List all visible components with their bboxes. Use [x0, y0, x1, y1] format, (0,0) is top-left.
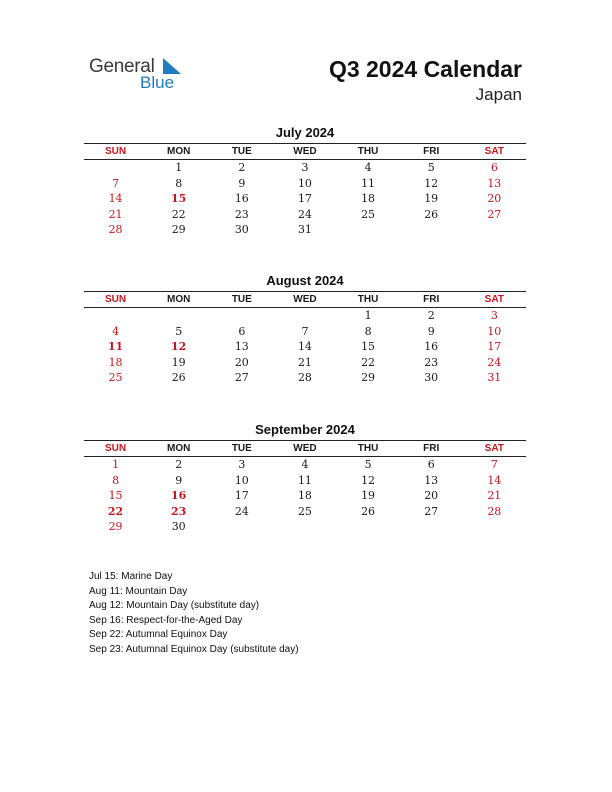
day-cell: 26 — [424, 207, 439, 221]
day-cell: 4 — [364, 161, 372, 174]
month-block-august — [84, 272, 526, 386]
week-row — [84, 339, 526, 355]
day-cell: 13 — [424, 473, 439, 487]
month-block-july — [84, 124, 526, 238]
day-cell: 10 — [297, 176, 312, 190]
day-cell: 1 — [364, 309, 372, 322]
day-cell: 1 — [112, 458, 120, 471]
week-row — [84, 355, 526, 371]
week-row — [84, 207, 526, 223]
day-cell: 29 — [171, 223, 186, 237]
day-cell: 18 — [361, 192, 376, 206]
day-cell: 28 — [297, 371, 312, 385]
empty-day-cell — [463, 519, 526, 535]
holiday-item: Aug 11: Mountain Day — [89, 585, 188, 597]
month-title: September 2024 — [255, 422, 355, 437]
day-cell: 7 — [301, 324, 309, 338]
day-cell: 11 — [361, 176, 376, 190]
day-cell: 10 — [487, 324, 502, 338]
day-cell: 15 — [108, 489, 123, 503]
day-cell: 19 — [171, 355, 186, 369]
day-cell: 5 — [427, 161, 435, 174]
day-cell: 28 — [487, 504, 502, 518]
day-cell: 8 — [175, 176, 183, 190]
weekday-label: FRI — [423, 146, 440, 157]
day-cell: 11 — [297, 473, 312, 487]
day-cell: 22 — [361, 355, 376, 369]
day-cell: 30 — [171, 520, 186, 534]
weekday-label: TUE — [231, 146, 252, 157]
day-cell: 6 — [238, 324, 246, 338]
logo-text-general: General — [89, 56, 155, 77]
empty-day-cell — [337, 519, 400, 535]
day-cell: 26 — [361, 504, 376, 518]
day-cell: 16 — [424, 340, 439, 354]
day-cell: 4 — [301, 458, 309, 471]
day-cell: 14 — [297, 340, 312, 354]
day-cell: 18 — [108, 355, 123, 369]
logo-text-blue: Blue — [140, 73, 175, 92]
day-cell: 23 — [234, 207, 249, 221]
holiday-item: Aug 12: Mountain Day (substitute day) — [89, 600, 260, 611]
month-title: July 2024 — [275, 125, 335, 140]
day-cell: 30 — [234, 223, 249, 237]
month-grid — [84, 440, 526, 535]
day-cell: 2 — [175, 458, 183, 471]
empty-day-cell — [463, 222, 526, 238]
day-cell: 27 — [234, 371, 249, 385]
day-cell: 24 — [297, 207, 312, 221]
day-cell: 3 — [301, 161, 309, 174]
week-row — [84, 222, 526, 238]
empty-day-cell — [210, 519, 273, 535]
day-cell: 25 — [297, 504, 312, 518]
day-cell: 18 — [297, 489, 312, 503]
holiday-item: Sep 22: Autumnal Equinox Day — [89, 629, 228, 640]
weekday-label: SAT — [484, 294, 504, 305]
day-cell: 5 — [364, 458, 372, 471]
day-cell: 17 — [234, 489, 249, 503]
weekday-label: MON — [167, 443, 191, 454]
day-cell: 27 — [487, 207, 502, 221]
weekday-label: SAT — [484, 146, 504, 157]
empty-day-cell — [273, 308, 336, 324]
day-cell: 16 — [234, 192, 249, 206]
day-cell: 22 — [107, 504, 124, 518]
day-cell: 13 — [234, 340, 249, 354]
day-cell: 2 — [238, 161, 246, 174]
month-title: August 2024 — [266, 273, 344, 288]
day-cell: 17 — [297, 192, 312, 206]
day-cell: 23 — [424, 355, 439, 369]
day-cell: 13 — [487, 176, 502, 190]
day-cell: 12 — [361, 473, 376, 487]
month-grid — [84, 291, 526, 386]
day-cell: 14 — [487, 473, 502, 487]
day-cell: 6 — [490, 161, 498, 174]
weekday-label: SUN — [105, 443, 127, 454]
week-row — [84, 370, 526, 386]
day-cell: 11 — [107, 340, 124, 354]
day-cell: 28 — [108, 223, 123, 237]
day-cell: 26 — [171, 371, 186, 385]
logo-triangle-icon — [163, 58, 181, 74]
empty-day-cell — [337, 222, 400, 238]
weekday-label: FRI — [423, 443, 440, 454]
day-cell: 17 — [487, 340, 502, 354]
holiday-list — [89, 570, 299, 657]
week-row — [84, 160, 526, 176]
empty-day-cell — [147, 308, 210, 324]
day-cell: 31 — [297, 223, 312, 237]
weekday-label: SAT — [484, 443, 504, 454]
month-block-september — [84, 421, 526, 535]
weekday-label: MON — [167, 294, 191, 305]
month-grid — [84, 143, 526, 238]
week-row — [84, 473, 526, 489]
day-cell: 16 — [171, 489, 187, 503]
week-row — [84, 176, 526, 192]
day-cell: 9 — [175, 473, 183, 487]
day-cell: 15 — [361, 340, 376, 354]
week-row — [84, 488, 526, 504]
weekday-header-row — [84, 143, 526, 160]
day-cell: 10 — [234, 473, 249, 487]
generalblue-logo — [89, 56, 189, 92]
weekday-label: TUE — [231, 294, 252, 305]
day-cell: 30 — [424, 371, 439, 385]
weekday-header-row — [84, 440, 526, 457]
day-cell: 12 — [171, 340, 187, 354]
weekday-label: THU — [357, 146, 379, 157]
empty-day-cell — [400, 222, 463, 238]
day-cell: 23 — [171, 504, 187, 518]
day-cell: 8 — [112, 473, 120, 487]
holiday-item: Sep 16: Respect-for-the-Aged Day — [89, 614, 243, 626]
day-cell: 31 — [487, 371, 502, 385]
country-name: Japan — [475, 85, 522, 104]
day-cell: 7 — [112, 176, 120, 190]
day-cell: 24 — [234, 504, 249, 518]
day-cell: 6 — [427, 458, 435, 471]
week-row — [84, 519, 526, 535]
day-cell: 19 — [424, 192, 439, 206]
day-cell: 2 — [427, 309, 435, 322]
day-cell: 9 — [427, 324, 435, 338]
empty-day-cell — [84, 308, 147, 324]
day-cell: 12 — [424, 176, 439, 190]
page-title: Q3 2024 Calendar — [328, 56, 522, 82]
weekday-label: TUE — [231, 443, 252, 454]
empty-day-cell — [84, 160, 147, 176]
day-cell: 29 — [361, 371, 376, 385]
day-cell: 27 — [424, 504, 439, 518]
day-cell: 7 — [490, 458, 498, 471]
day-cell: 3 — [238, 458, 246, 471]
day-cell: 20 — [234, 355, 249, 369]
weekday-header-row — [84, 291, 526, 308]
day-cell: 24 — [487, 355, 502, 369]
day-cell: 9 — [238, 176, 246, 190]
day-cell: 29 — [108, 520, 123, 534]
week-row — [84, 324, 526, 340]
day-cell: 14 — [108, 192, 123, 206]
empty-day-cell — [400, 519, 463, 535]
day-cell: 5 — [175, 324, 183, 338]
holiday-item: Jul 15: Marine Day — [89, 571, 173, 582]
day-cell: 21 — [108, 207, 123, 221]
week-row — [84, 504, 526, 520]
day-cell: 3 — [490, 309, 498, 322]
day-cell: 25 — [108, 371, 123, 385]
day-cell: 22 — [171, 207, 186, 221]
weekday-label: MON — [167, 146, 191, 157]
week-row — [84, 308, 526, 324]
day-cell: 15 — [171, 192, 187, 206]
weekday-label: WED — [293, 294, 317, 305]
weekday-label: FRI — [423, 294, 440, 305]
day-cell: 21 — [487, 489, 502, 503]
empty-day-cell — [210, 308, 273, 324]
day-cell: 19 — [361, 489, 376, 503]
weekday-label: WED — [293, 443, 317, 454]
weekday-label: THU — [357, 294, 379, 305]
day-cell: 20 — [487, 192, 502, 206]
weekday-label: SUN — [105, 294, 127, 305]
weekday-label: THU — [357, 443, 379, 454]
holiday-item: Sep 23: Autumnal Equinox Day (substitute day) — [89, 643, 299, 655]
day-cell: 21 — [297, 355, 312, 369]
week-row — [84, 191, 526, 207]
weekday-label: WED — [293, 146, 317, 157]
weekday-label: SUN — [105, 146, 127, 157]
day-cell: 20 — [424, 489, 439, 503]
day-cell: 25 — [361, 207, 376, 221]
week-row — [84, 457, 526, 473]
day-cell: 4 — [112, 324, 120, 338]
day-cell: 1 — [175, 161, 183, 174]
empty-day-cell — [273, 519, 336, 535]
day-cell: 8 — [364, 324, 372, 338]
